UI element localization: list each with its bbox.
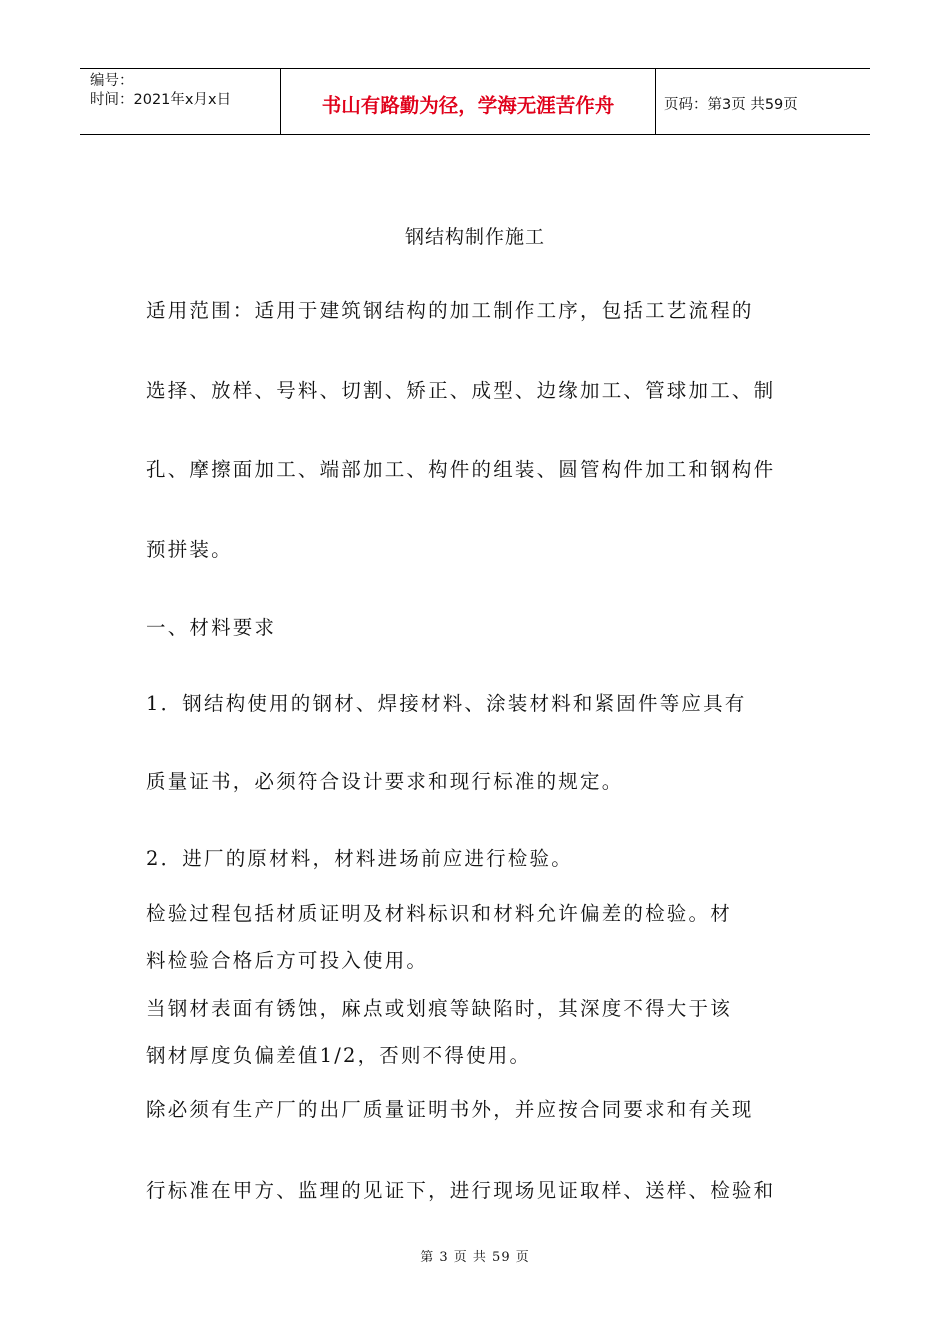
body-line: 除必须有生产厂的出厂质量证明书外，并应按合同要求和有关现	[146, 1098, 754, 1121]
body-line: 孔、摩擦面加工、端部加工、构件的组装、圆管构件加工和钢构件	[146, 458, 776, 481]
number-label: 编号：	[90, 73, 134, 89]
body-line: 钢材厚度负偏差值1/2，否则不得使用。	[146, 1044, 532, 1067]
body-line: 检验过程包括材质证明及材料标识和材料允许偏差的检验。材	[146, 902, 732, 925]
body-line: 适用范围：适用于建筑钢结构的加工制作工序，包括工艺流程的	[146, 299, 754, 322]
document-title: 钢结构制作施工	[404, 226, 545, 248]
body-line: 1．钢结构使用的钢材、焊接材料、涂装材料和紧固件等应具有	[146, 692, 747, 715]
body-line: 预拼装。	[146, 538, 233, 561]
body-line: 选择、放样、号料、切割、矫正、成型、边缘加工、管球加工、制	[146, 379, 776, 402]
header-motto: 书山有路勤为径，学海无涯苦作舟	[281, 69, 656, 134]
header-page-info: 页码：第3页 共59页	[664, 97, 798, 113]
body-line: 质量证书，必须符合设计要求和现行标准的规定。	[146, 770, 624, 793]
body-line: 料检验合格后方可投入使用。	[146, 949, 429, 972]
section-heading: 一、材料要求	[146, 616, 277, 639]
body-line: 当钢材表面有锈蚀，麻点或划痕等缺陷时，其深度不得大于该	[146, 997, 732, 1020]
page-footer: 第 3 页 共 59 页	[420, 1250, 530, 1265]
header-meta	[80, 69, 281, 134]
body-line: 行标准在甲方、监理的见证下，进行现场见证取样、送样、检验和	[146, 1179, 776, 1202]
time-label: 时间：2021年x月x日	[90, 92, 232, 108]
page-header	[80, 68, 870, 135]
body-line: 2．进厂的原材料，材料进场前应进行检验。	[146, 847, 573, 870]
